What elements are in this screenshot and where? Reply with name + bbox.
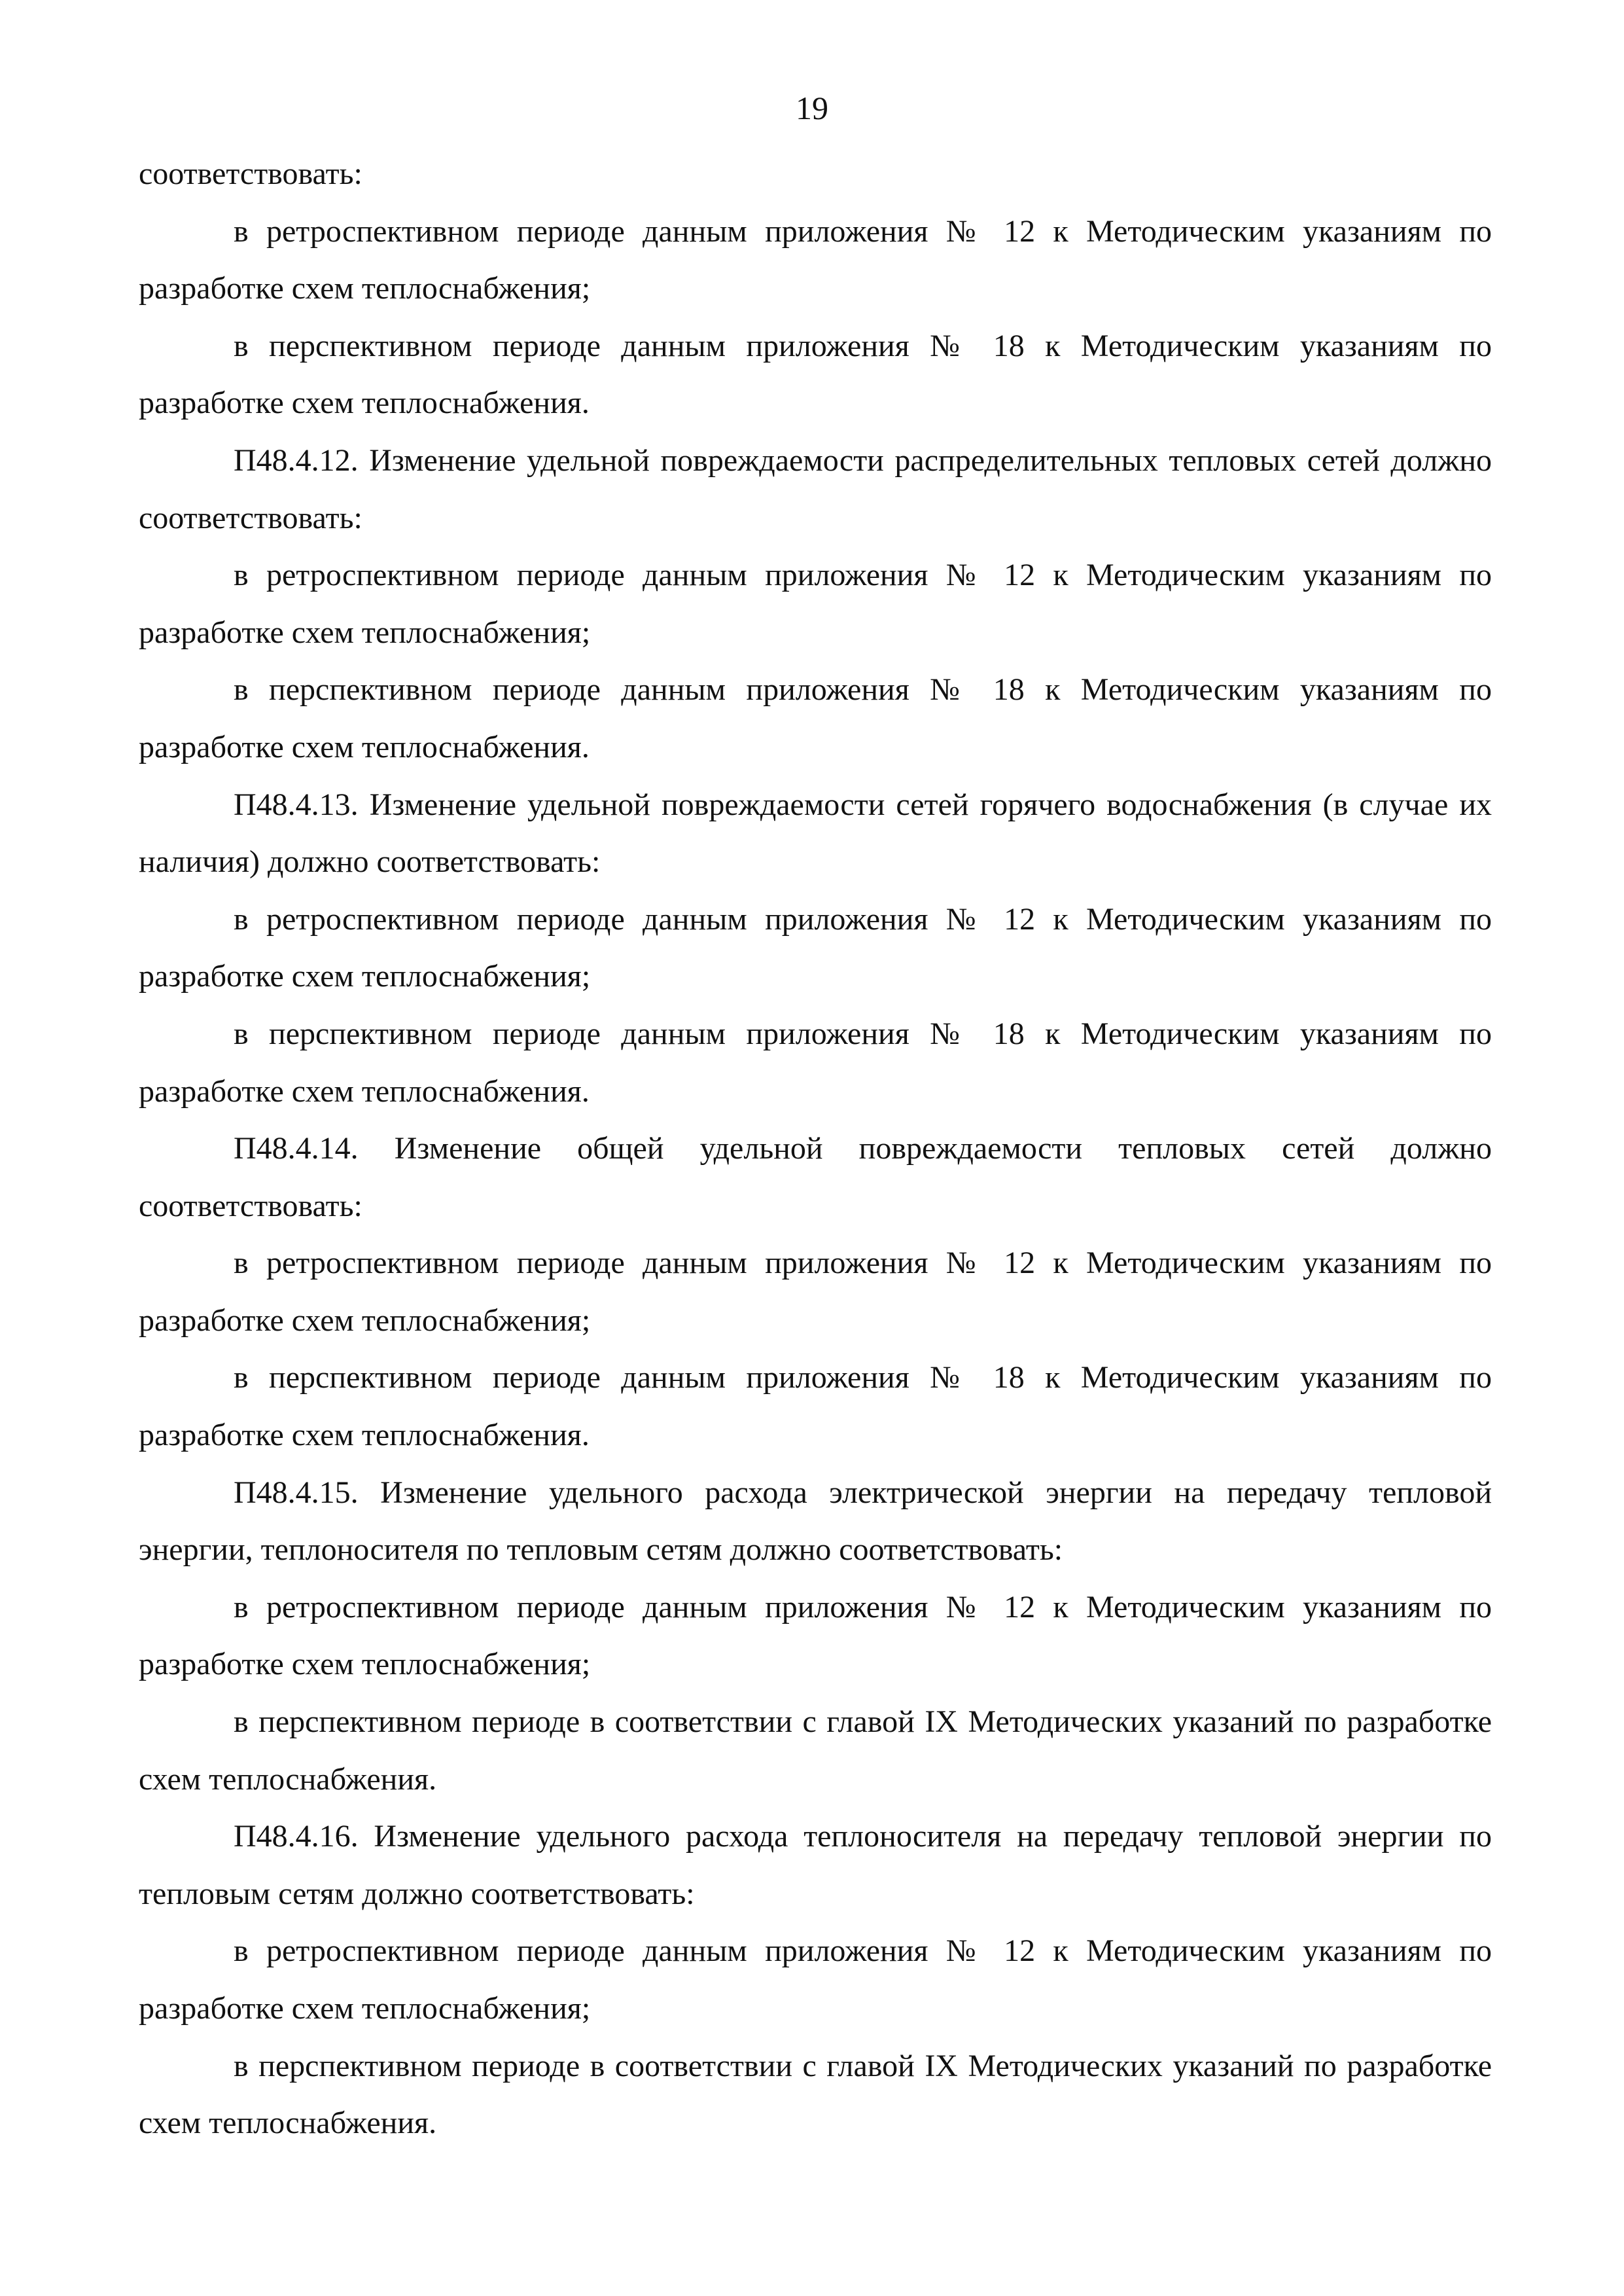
paragraph-perspective: в перспективном периоде в соответствии с главой IX Методических указаний по разработке схем теплоснабжения. [139,2048,1492,2141]
paragraph-retrospective: в ретроспективном периоде данным приложения № 12 к Методическим указаниям по разработке схем теплоснабжения; [139,558,1492,650]
clause-p48-4-16: П48.4.16. Изменение удельного расхода теплоносителя на передачу тепловой энергии по тепловым сетям должно соответствовать: [139,1819,1492,1911]
clause-p48-4-15: П48.4.15. Изменение удельного расхода электрической энергии на передачу тепловой энергии, теплоносителя по тепловым сетям должно соответствовать: [139,1475,1492,1568]
paragraph-retrospective: в ретроспективном периоде данным приложения № 12 к Методическим указаниям по разработке схем теплоснабжения; [139,1246,1492,1338]
document-body [139,145,1492,2152]
page-number: 19 [796,90,828,126]
paragraph-perspective: в перспективном периоде данным приложения № 18 к Методическим указаниям по разработке схем теплоснабжения. [139,672,1492,764]
paragraph-perspective: в перспективном периоде данным приложения № 18 к Методическим указаниям по разработке схем теплоснабжения. [139,1360,1492,1453]
clause-p48-4-14: П48.4.14. Изменение общей удельной повреждаемости тепловых сетей должно соответствовать: [139,1131,1492,1223]
clause-p48-4-13: П48.4.13. Изменение удельной повреждаемости сетей горячего водоснабжения (в случае их наличия) должно соответствовать: [139,787,1492,880]
paragraph-retrospective: в ретроспективном периоде данным приложения № 12 к Методическим указаниям по разработке схем теплоснабжения; [139,901,1492,994]
paragraph-continuation: соответствовать: [139,156,362,191]
paragraph-perspective: в перспективном периоде в соответствии с главой IX Методических указаний по разработке схем теплоснабжения. [139,1704,1492,1797]
paragraph-perspective: в перспективном периоде данным приложения № 18 к Методическим указаниям по разработке схем теплоснабжения. [139,328,1492,421]
paragraph-retrospective: в ретроспективном периоде данным приложения № 12 к Методическим указаниям по разработке схем теплоснабжения; [139,213,1492,306]
paragraph-retrospective: в ретроспективном периоде данным приложения № 12 к Методическим указаниям по разработке схем теплоснабжения; [139,1589,1492,1682]
paragraph-retrospective: в ретроспективном периоде данным приложения № 12 к Методическим указаниям по разработке схем теплоснабжения; [139,1933,1492,2026]
clause-p48-4-12: П48.4.12. Изменение удельной повреждаемости распределительных тепловых сетей должно соответствовать: [139,442,1492,535]
paragraph-perspective: в перспективном периоде данным приложения № 18 к Методическим указаниям по разработке схем теплоснабжения. [139,1016,1492,1109]
